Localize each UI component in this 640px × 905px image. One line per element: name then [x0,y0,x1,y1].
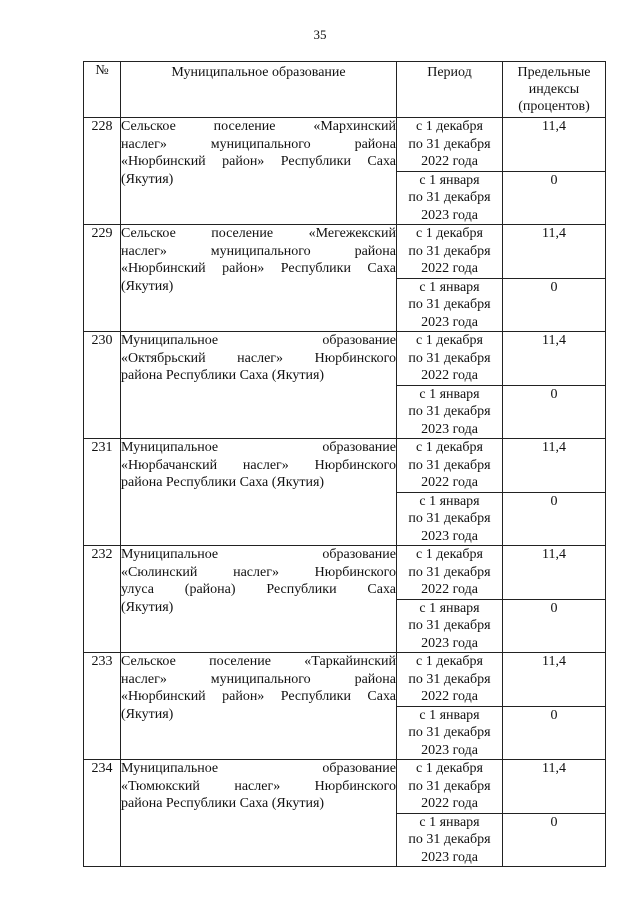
period-cell [397,706,503,760]
period-line: с 1 декабря [416,654,483,669]
municipality-name-line: (Якутия) [121,599,174,615]
period-cell [397,225,503,279]
period-cell [397,599,503,653]
municipality-name [121,332,397,439]
municipality-name [121,546,397,653]
period-line: с 1 января [419,172,480,188]
period-cell [397,171,503,225]
limit-index-value: 11,4 [503,225,606,279]
period-line: по 31 декабря [408,778,491,794]
municipality-name-line: Муниципальное образование [121,547,396,562]
period-line: 2023 года [421,742,478,758]
table-body [84,118,606,867]
municipality-name-line: улуса (района) Республики Саха [121,582,396,597]
period-line: по 31 декабря [408,618,491,633]
period-line: 2023 года [421,635,478,651]
limit-index-value: 0 [503,385,606,439]
period-line: с 1 декабря [416,761,483,776]
limit-index-value: 0 [503,813,606,867]
period-line: по 31 декабря [408,136,491,152]
municipality-name-line: «Тюмюкский наслег» Нюрбинского [121,778,396,794]
table-row [84,546,606,600]
table-row [84,439,606,493]
municipality-name [121,760,397,867]
municipality-name-line: (Якутия) [121,706,174,722]
municipality-name-line: Сельское поселение «Мархинский [121,119,396,134]
period-cell [397,653,503,707]
municipality-name-line: района Республики Саха (Якутия) [121,368,325,383]
period-line: по 31 декабря [408,190,491,205]
municipality-name-line: района Республики Саха (Якутия) [121,475,325,490]
period-line: с 1 декабря [416,440,483,455]
municipality-name-line: Муниципальное образование [121,333,396,348]
period-line: с 1 января [419,493,480,509]
period-line: с 1 декабря [416,119,483,134]
limit-index-value: 11,4 [503,118,606,172]
municipality-name-line: наслег» муниципального района [121,671,396,687]
limit-index-value: 11,4 [503,439,606,493]
row-number: 229 [84,225,121,332]
period-line: с 1 декабря [416,547,483,562]
municipality-name-line: «Нюрбинский район» Республики Саха [121,689,396,704]
municipality-name [121,118,397,225]
limit-index-value: 11,4 [503,760,606,814]
period-cell [397,760,503,814]
period-line: 2022 года [421,368,478,383]
period-line: по 31 декабря [408,511,491,526]
limit-index-value: 0 [503,599,606,653]
municipality-name-line: (Якутия) [121,278,174,294]
period-line: 2022 года [421,475,478,490]
table-row [84,332,606,386]
period-line: по 31 декабря [408,725,491,740]
period-line: 2023 года [421,314,478,330]
limit-index-value: 0 [503,706,606,760]
row-number: 233 [84,653,121,760]
limit-index-value: 0 [503,171,606,225]
period-line: 2023 года [421,849,478,865]
period-line: с 1 декабря [416,226,483,241]
period-cell [397,385,503,439]
municipality-name-line: района Республики Саха (Якутия) [121,796,325,811]
period-line: с 1 января [419,600,480,616]
municipality-name-line: наслег» муниципального района [121,243,396,259]
period-line: по 31 декабря [408,243,491,259]
row-number: 230 [84,332,121,439]
row-number: 234 [84,760,121,867]
period-line: по 31 декабря [408,297,491,312]
period-line: с 1 января [419,386,480,402]
municipality-name-line: наслег» муниципального района [121,136,396,152]
header-municipality: Муниципальное образование [121,62,397,118]
period-cell [397,813,503,867]
period-line: по 31 декабря [408,457,491,473]
limit-index-value: 0 [503,492,606,546]
header-period: Период [397,62,503,118]
period-line: 2022 года [421,154,478,169]
municipality-name-line: «Нюрбинский район» Республики Саха [121,154,396,169]
municipality-name-line: «Нюрбинский район» Республики Саха [121,261,396,276]
tariff-index-table [83,61,606,867]
period-line: с 1 января [419,814,480,830]
table-row [84,760,606,814]
period-cell [397,492,503,546]
municipality-name [121,225,397,332]
municipality-name [121,439,397,546]
period-line: по 31 декабря [408,404,491,419]
municipality-name-line: (Якутия) [121,171,174,187]
limit-index-value: 11,4 [503,653,606,707]
period-cell [397,332,503,386]
period-cell [397,546,503,600]
row-number: 231 [84,439,121,546]
period-cell [397,118,503,172]
period-line: по 31 декабря [408,564,491,580]
period-line: 2022 года [421,689,478,704]
header-index-line: (процентов) [518,99,590,114]
limit-index-value: 11,4 [503,546,606,600]
table-row [84,225,606,279]
period-line: 2023 года [421,421,478,437]
limit-index-value: 0 [503,278,606,332]
header-limit-index [503,62,606,118]
period-cell [397,439,503,493]
row-number: 232 [84,546,121,653]
period-line: 2022 года [421,796,478,811]
municipality-name-line: «Сюлинский наслег» Нюрбинского [121,564,396,580]
period-line: с 1 января [419,279,480,295]
period-line: по 31 декабря [408,350,491,366]
period-line: по 31 декабря [408,832,491,847]
period-line: по 31 декабря [408,671,491,687]
municipality-name-line: Муниципальное образование [121,761,396,776]
municipality-name-line: Сельское поселение «Таркайинский [121,654,396,669]
page-number: 35 [313,27,327,42]
table-header-row [84,62,606,118]
header-index-line: индексы [528,82,580,97]
period-line: с 1 января [419,707,480,723]
period-line: 2022 года [421,582,478,597]
municipality-name [121,653,397,760]
table-row [84,653,606,707]
table-row [84,118,606,172]
municipality-name-line: Муниципальное образование [121,440,396,455]
municipality-name-line: «Октябрьский наслег» Нюрбинского [121,350,396,366]
header-index-line: Предельные [517,65,591,80]
period-line: с 1 декабря [416,333,483,348]
period-cell [397,278,503,332]
limit-index-value: 11,4 [503,332,606,386]
period-line: 2023 года [421,207,478,223]
municipality-name-line: «Нюрбачанский наслег» Нюрбинского [121,457,396,473]
header-number: № [84,62,121,118]
row-number: 228 [84,118,121,225]
period-line: 2022 года [421,261,478,276]
period-line: 2023 года [421,528,478,544]
municipality-name-line: Сельское поселение «Мегежекский [121,226,396,241]
